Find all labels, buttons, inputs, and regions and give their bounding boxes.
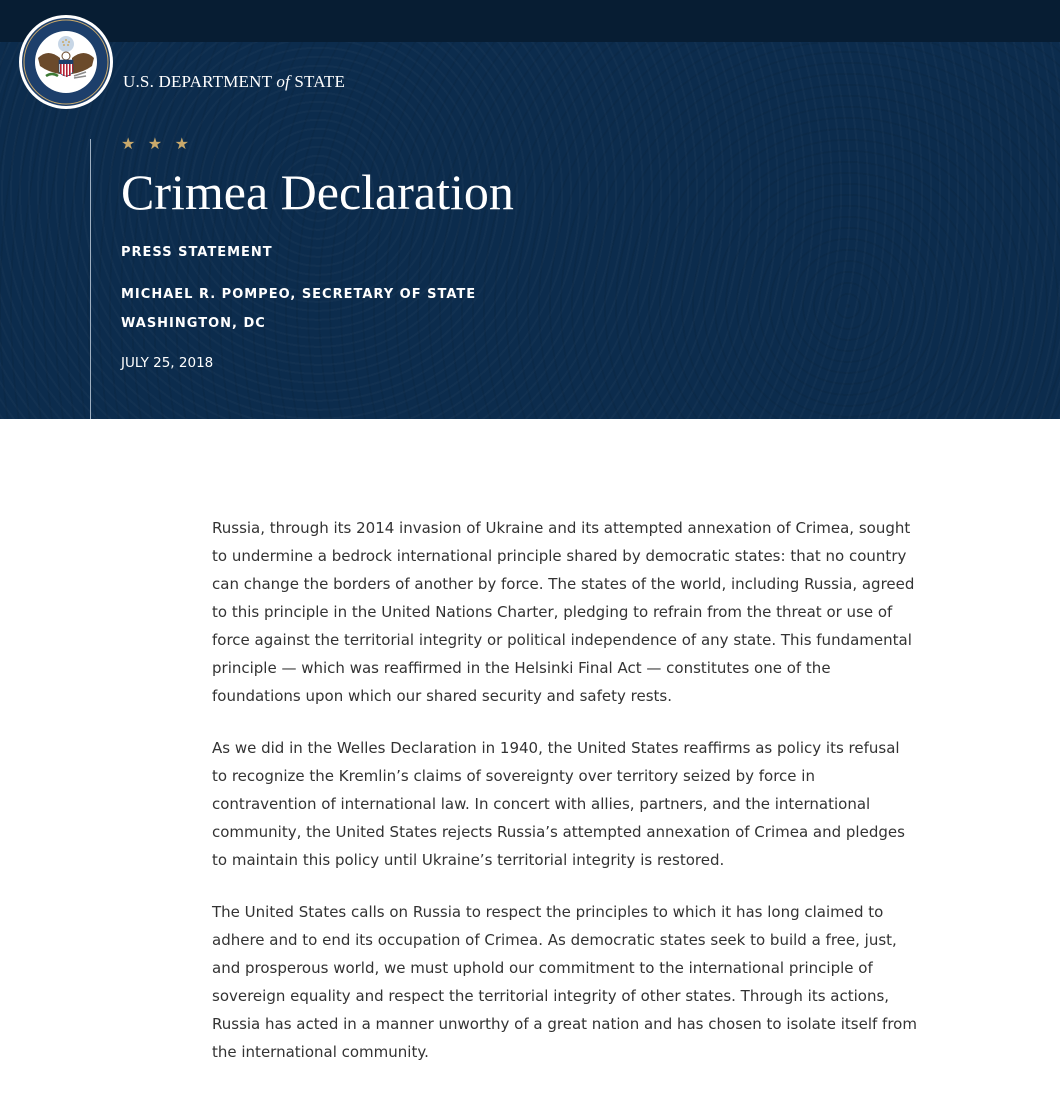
paragraph: The United States calls on Russia to respect the principles to which it has long claimed to adhere and to end its occupation of Crimea. As democratic states seek to build a free, just, and prosperous world, we must uphold our commitment to the international principle of sovereign equality and respect the territorial integrity of other states. Through its actions, Russia has acted in a manner unworthy of a great nation and has chosen to isolate itself from the international community. [212, 903, 917, 1061]
article-date: JULY 25, 2018 [121, 355, 214, 371]
article-location: WASHINGTON, DC [121, 316, 266, 331]
article-type: PRESS STATEMENT [121, 245, 273, 260]
stars-ornament-icon: ★ ★ ★ [121, 136, 193, 153]
top-bar [0, 0, 1060, 42]
article-author: MICHAEL R. POMPEO, SECRETARY OF STATE [121, 287, 477, 302]
agency-name-part1: U.S. DEPARTMENT [123, 72, 277, 91]
page-title: Crimea Declaration [121, 164, 514, 220]
hero-vertical-rule [90, 139, 91, 419]
paragraph: As we did in the Welles Declaration in 1940, the United States reaffirms as policy its refusal to recognize the Kremlin’s claims of sovereignty over territory seized by force in contravention of international law. In concert with allies, partners, and the international community, the United States rejects Russia’s attempted annexation of Crimea and pledges to maintain this policy until Ukraine’s territorial integrity is restored. [212, 739, 905, 869]
agency-name-of: of [276, 72, 290, 91]
department-of-state-seal-icon[interactable] [18, 14, 114, 110]
paragraph: Russia, through its 2014 invasion of Ukraine and its attempted annexation of Crimea, sought to undermine a bedrock international principle shared by democratic states: that no country can change the borders of another by force. The states of the world, including Russia, agreed to this principle in the United Nations Charter, pledging to refrain from the threat or use of force against the territorial integrity or political independence of any state. This fundamental principle — which was reaffirmed in the Helsinki Final Act — constitutes one of the foundations upon which our shared security and safety rests. [212, 519, 915, 705]
agency-name-part2: STATE [289, 72, 346, 91]
article-body [212, 514, 918, 1090]
agency-name[interactable] [123, 72, 345, 92]
